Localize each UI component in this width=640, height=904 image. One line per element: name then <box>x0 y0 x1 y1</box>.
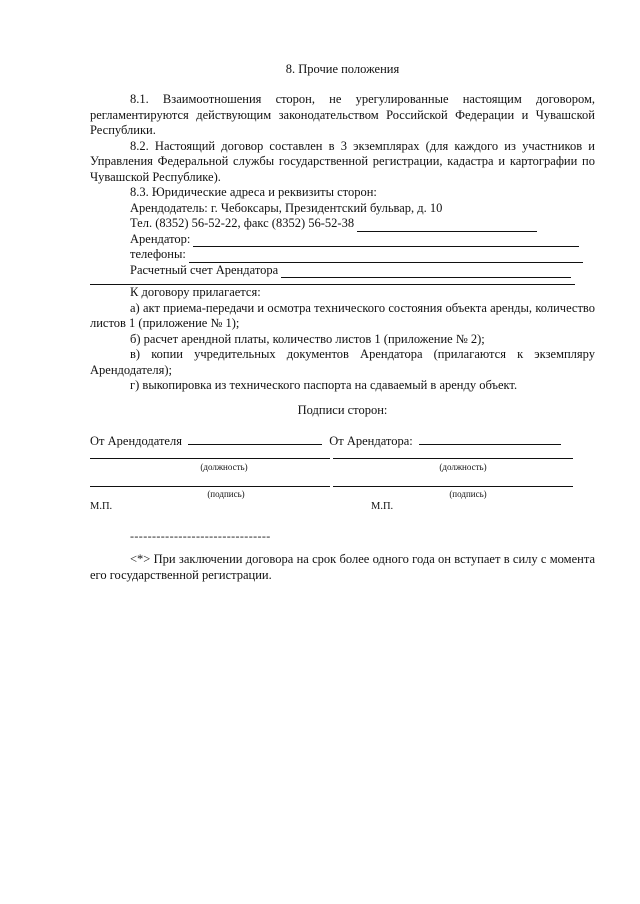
landlord-phone-text: Тел. (8352) 56-52-22, факс (8352) 56-52-38 <box>130 216 355 230</box>
landlord-address-text: Арендодатель: г. Чебоксары, Президентский бульвар, д. 10 <box>130 200 443 215</box>
landlord-position-caption: (должность) <box>200 462 248 472</box>
tenant-signature-caption: (подпись) <box>449 489 487 499</box>
phones-blank <box>189 250 583 263</box>
tenant-position-line <box>333 448 573 459</box>
from-landlord-label: От Арендодателя <box>90 434 182 448</box>
footnote-text: <*> При заключении договора на срок более одного года он вступает в силу с момента его государственной регистрации. <box>90 552 595 582</box>
account-line <box>90 263 595 279</box>
account-blank <box>281 265 571 278</box>
tenant-seal-label: М.П. <box>371 501 394 512</box>
tenant-label: Арендатор: <box>130 231 191 246</box>
attachment-c: в) копии учредительных документов Арендатора (прилагаются к экземпляру Арендодателя); <box>90 347 595 377</box>
tenant-signature-line <box>333 476 573 487</box>
landlord-seal-label: М.П. <box>90 501 113 512</box>
clause-8-2: 8.2. Настоящий договор составлен в 3 экземплярах (для каждого из участников и Управления Федеральной службы государственной регистрации, кадастра и картографии по Чувашской Республике). <box>90 138 595 184</box>
landlord-signature-line <box>90 476 330 487</box>
landlord-phone-blank <box>357 219 537 232</box>
landlord-address <box>90 201 595 217</box>
from-tenant-label: От Арендатора: <box>329 434 413 448</box>
attachment-b: б) расчет арендной платы, количество листов 1 (приложение № 2); <box>130 331 485 346</box>
clause-8-1: 8.1. Взаимоотношения сторон, не урегулированные настоящим договором, регламентируются действующим законодательством Российской Федерации и Чувашской Республики. <box>90 92 595 137</box>
attachment-d: г) выкопировка из технического паспорта на сдаваемый в аренду объект. <box>130 378 518 392</box>
from-tenant-blank <box>419 432 561 445</box>
attachment-a: а) акт приема-передачи и осмотра технического состояния объекта аренды, количество листов 1 (приложение № 1); <box>90 300 595 330</box>
full-width-blank-line <box>90 278 575 285</box>
landlord-signature-caption: (подпись) <box>207 489 245 499</box>
attachments-intro: К договору прилагается: <box>130 285 261 299</box>
phones-label: телефоны: <box>130 247 186 261</box>
tenant-line <box>90 232 595 248</box>
tenant-position-caption: (должность) <box>439 462 487 472</box>
tenant-blank <box>193 234 579 247</box>
account-label: Расчетный счет Арендатора <box>130 262 279 277</box>
signature-parties-row <box>90 432 595 449</box>
clauses-block <box>90 92 595 394</box>
footnote-separator: -------------------------------- <box>130 529 271 543</box>
landlord-phone-line <box>90 216 595 232</box>
section-title: 8. Прочие положения <box>285 62 400 76</box>
from-landlord-blank <box>188 432 322 445</box>
phones-line <box>90 247 595 263</box>
signatures-heading: Подписи сторон: <box>297 403 388 417</box>
landlord-position-line <box>90 448 330 459</box>
clause-8-3: 8.3. Юридические адреса и реквизиты сторон: <box>130 185 377 199</box>
